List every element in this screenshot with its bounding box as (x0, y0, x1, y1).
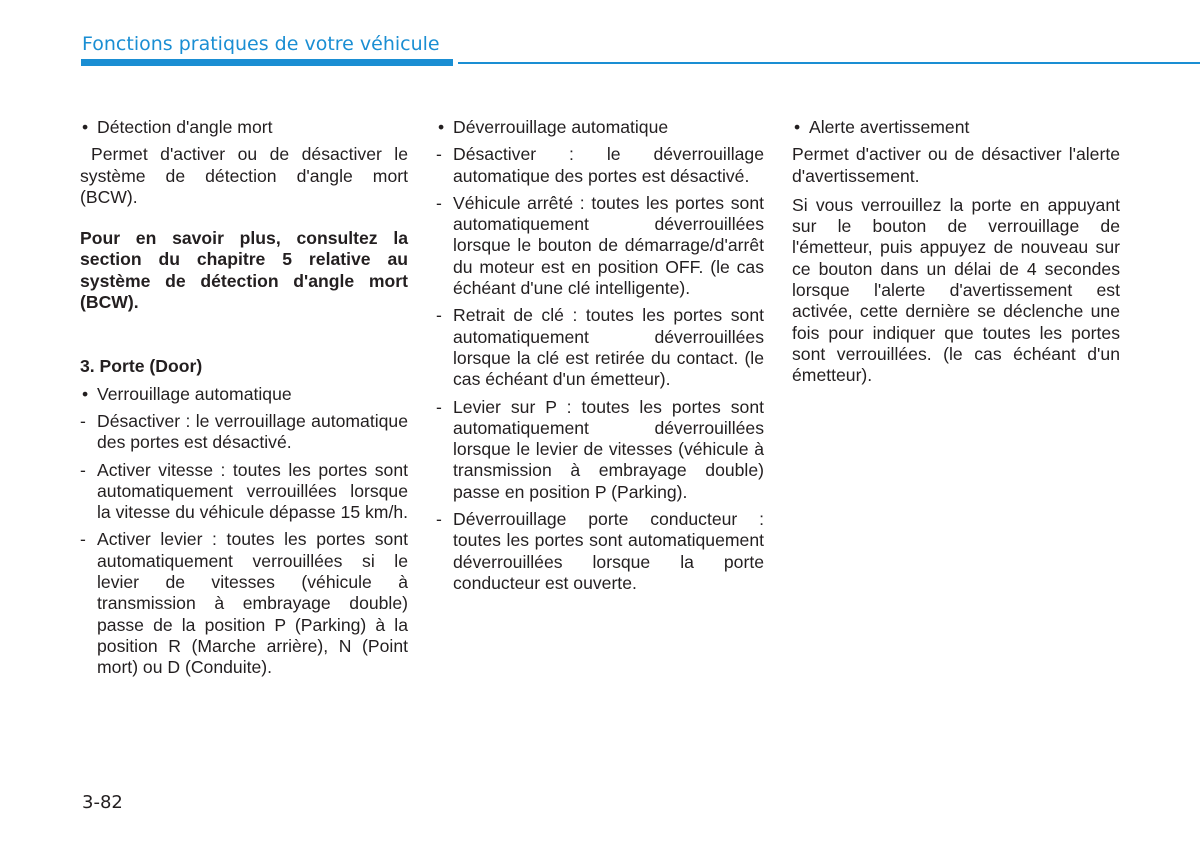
dash-text: Véhicule arrêté : toutes les portes sont automatiquement déverrouillées lorsque le bouton de démarrage/d'arrêt du moteur est en position OFF. (le cas échéant d'une clé intelligente). (453, 192, 764, 299)
bullet-mark: • (82, 117, 89, 137)
dash-mark: - (436, 396, 442, 417)
dash-mark: - (80, 529, 86, 550)
dash-text: Activer levier : toutes les portes sont automatiquement verrouillées si le levier de vitesses (véhicule à transmission à embrayage double) passe de la position P (Parking) à la position R (Marche arrière), N (Point mort) ou D (Conduite). (97, 529, 408, 678)
dash-item (436, 193, 764, 299)
dash-text: Activer vitesse : toutes les portes sont automatiquement verrouillées lorsque la vitesse du véhicule dépasse 15 km/h. (97, 459, 409, 523)
bullet-mark: • (438, 117, 445, 137)
paragraph: Permet d'activer ou de désactiver le système de détection d'angle mort (BCW). (80, 144, 408, 207)
column-left (80, 117, 408, 685)
dash-mark: - (436, 305, 442, 326)
dash-item (80, 529, 408, 678)
dash-item (436, 509, 764, 594)
dash-item (436, 144, 764, 187)
bold-note: Pour en savoir plus, consultez la section du chapitre 5 relative au système de détection d'angle mort (BCW). (80, 228, 408, 313)
bullet-text: Détection d'angle mort (97, 117, 273, 137)
bullet-mark: • (82, 383, 89, 404)
bullet-text: Alerte avertissement (809, 117, 970, 137)
dash-mark: - (436, 144, 442, 165)
dash-item (436, 305, 764, 390)
paragraph: Si vous verrouillez la porte en appuyant sur le bouton de verrouillage de l'émetteur, puis appuyez de nouveau sur ce bouton dans un délai de 4 secondes lorsque l'alerte d'avertissement est activée, cette dernière se déclenche une fois pour indiquer que toutes les portes sont verrouillées. (le cas échéant d'un émetteur). (792, 194, 1120, 386)
column-middle (436, 117, 764, 600)
column-right (792, 117, 1120, 395)
dash-text: Désactiver : le déverrouillage automatique des portes est désactivé. (453, 144, 764, 186)
dash-text: Levier sur P : toutes les portes sont automatiquement déverrouillées lorsque le levier de vitesses (véhicule à transmission à embrayage double) passe en position P (Parking). (453, 396, 764, 502)
section-heading: 3. Porte (Door) (80, 356, 203, 377)
header-rule-thick (81, 59, 453, 66)
dash-text: Retrait de clé : toutes les portes sont automatiquement déverrouillées lorsque la clé est retirée du contact. (le cas échéant d'un émetteur). (453, 305, 764, 390)
page-number: 3-82 (82, 792, 123, 813)
list-item (436, 117, 764, 138)
paragraph: Permet d'activer ou de désactiver l'alerte d'avertissement. (792, 144, 1120, 186)
dash-text: Déverrouillage porte conducteur : toutes les portes sont automatiquement déverrouillées lorsque la porte conducteur est ouverte. (453, 509, 764, 593)
dash-mark: - (80, 410, 86, 431)
dash-mark: - (80, 459, 86, 480)
list-item (80, 384, 408, 405)
dash-mark: - (436, 192, 442, 213)
bullet-mark: • (794, 117, 801, 137)
dash-item (80, 460, 408, 524)
bullet-text: Verrouillage automatique (97, 383, 292, 404)
dash-item (436, 397, 764, 503)
list-item (80, 117, 408, 138)
dash-mark: - (436, 509, 442, 530)
list-item (792, 117, 1120, 138)
page-header-title: Fonctions pratiques de votre véhicule (82, 33, 440, 55)
bullet-text: Déverrouillage automatique (453, 117, 669, 137)
dash-text: Désactiver : le verrouillage automatique des portes est désactivé. (97, 410, 408, 453)
header-rule-thin (458, 62, 1200, 64)
dash-item (80, 411, 408, 454)
